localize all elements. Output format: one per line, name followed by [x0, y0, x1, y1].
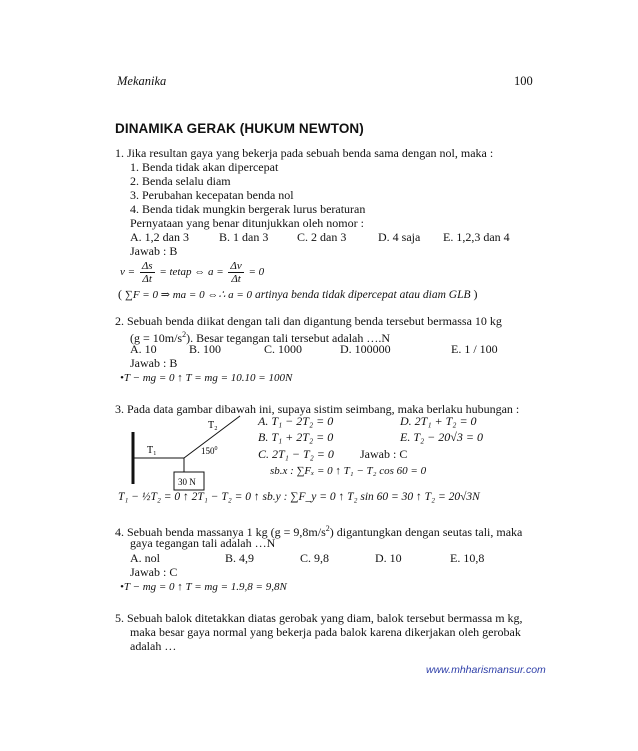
q1-note: ( ∑F = 0 ⇒ ma = 0 ⇔∴ a = 0 artinya benda tidak dipercepat atau diam GLB ) [118, 287, 478, 301]
eq-fraction: $\frac{\Delta s}{\Delta t}$ [141, 259, 153, 285]
q1-equation [120, 257, 264, 287]
q5-line: maka besar gaya normal yang bekerja pada balok karena dikerjakan oleh gerobak [130, 625, 521, 639]
footer-website: www.mhharismansur.com [426, 664, 546, 676]
q1-option-e: E. 1,2,3 dan 4 [443, 230, 510, 244]
eq-fraction: $\frac{\Delta v}{\Delta t}$ [230, 259, 242, 285]
q2-option-c: C. 1000 [264, 342, 303, 356]
q3-solution: T₁ − ½T₂ = 0 ↑ 2T₁ − T₂ = 0 ↑ sb.y : ∑F_y = 0 ↑ T₂ sin 60 = 30 ↑ T₂ = 20√3N [118, 491, 480, 503]
q1-stem: 1. Jika resultan gaya yang bekerja pada sebuah benda sama dengan nol, maka : [115, 146, 494, 160]
q1-answer: Jawab : B [130, 244, 178, 258]
q3-option-c: C. 2T₁ − T₂ = 0 [258, 447, 334, 461]
q4-option-b: B. 4,9 [225, 551, 255, 565]
q1-item: 1. Benda tidak akan dipercepat [130, 160, 279, 174]
label-t1: T₁ [147, 445, 157, 456]
q2-option-a: A. 10 [130, 342, 157, 356]
header-subject: Mekanika [117, 74, 167, 88]
q2-stem: 2. Sebuah benda diikat dengan tali dan digantung benda tersebut bermassa 10 kg [115, 314, 502, 328]
q4-option-c: C. 9,8 [300, 551, 330, 565]
note-text: artinya benda tidak dipercepat atau diam GLB [255, 289, 471, 301]
note-equation: ∑F = 0 ⇒ ma = 0 ⇔∴ a = 0 [125, 289, 252, 301]
q1-prompt: Pernyataan yang benar ditunjukkan oleh nomor : [130, 216, 364, 230]
q2-option-e: E. 1 / 100 [451, 342, 498, 356]
q3-answer: Jawab : C [360, 447, 408, 461]
q4-option-e: E. 10,8 [450, 551, 485, 565]
q3-option-b: B. T₁ + 2T₂ = 0 [258, 430, 334, 444]
q1-option-d: D. 4 saja [378, 230, 421, 244]
q1-item: 2. Benda selalu diam [130, 174, 231, 188]
q2-option-d: D. 100000 [340, 342, 391, 356]
q2-answer: Jawab : B [130, 356, 178, 370]
page-number: 100 [514, 74, 533, 88]
q4-option-a: A. nol [130, 551, 160, 565]
section-title: DINAMIKA GERAK (HUKUM NEWTON) [115, 121, 364, 136]
q4-answer: Jawab : C [130, 565, 178, 579]
label-t2: T₂ [208, 420, 218, 431]
q2-option-b: B. 100 [189, 342, 222, 356]
q2-stem-cont: $(g = 10m/s^2)$. Besar tegangan tali tersebut adalah ….N [130, 330, 391, 345]
eq-middle: = tetap ⇔ a = [159, 266, 224, 278]
q3-option-d: D. 2T₁ + T₂ = 0 [400, 414, 477, 428]
label-angle: $150^0$ [201, 446, 218, 456]
force-diagram [128, 414, 254, 496]
q4-option-d: D. 10 [375, 551, 402, 565]
q1-option-c: C. 2 dan 3 [297, 230, 347, 244]
q1-item: 4. Benda tidak mungkin bergerak lurus beraturan [130, 202, 366, 216]
q1-option-b: B. 1 dan 3 [219, 230, 269, 244]
q3-sbx: sb.x : ∑Fₓ = 0 ↑ T₁ − T₂ cos 60 = 0 [270, 465, 427, 477]
q1-item: 3. Perubahan kecepatan benda nol [130, 188, 294, 202]
q2-solution: •T − mg = 0 ↑ T = mg = 10.10 = 100N [120, 372, 293, 384]
q4-stem-cont: gaya tegangan tali adalah …N [130, 536, 276, 550]
q5-line: 5. Sebuah balok ditetakkan diatas gerobak yang diam, balok tersebut bermassa m kg, [115, 611, 523, 625]
q1-option-a: A. 1,2 dan 3 [130, 230, 189, 244]
q3-option-e: E. T₂ − 20√3 = 0 [400, 430, 483, 444]
eq-v: v = [120, 266, 136, 278]
q3-option-a: A. T₁ − 2T₂ = 0 [258, 414, 334, 428]
eq-end: = 0 [248, 266, 265, 278]
q4-stem: 4. Sebuah benda massanya 1 kg $(g = 9,8m/s^2)$ digantungkan dengan seutas tali, maka [115, 524, 523, 539]
q5-line: adalah … [130, 639, 177, 653]
q3-stem: 3. Pada data gambar dibawah ini, supaya sistim seimbang, maka berlaku hubungan : [115, 402, 520, 416]
q4-solution: •T − mg = 0 ↑ T = mg = 1.9,8 = 9,8N [120, 581, 287, 593]
label-weight: 30 N [178, 477, 196, 487]
